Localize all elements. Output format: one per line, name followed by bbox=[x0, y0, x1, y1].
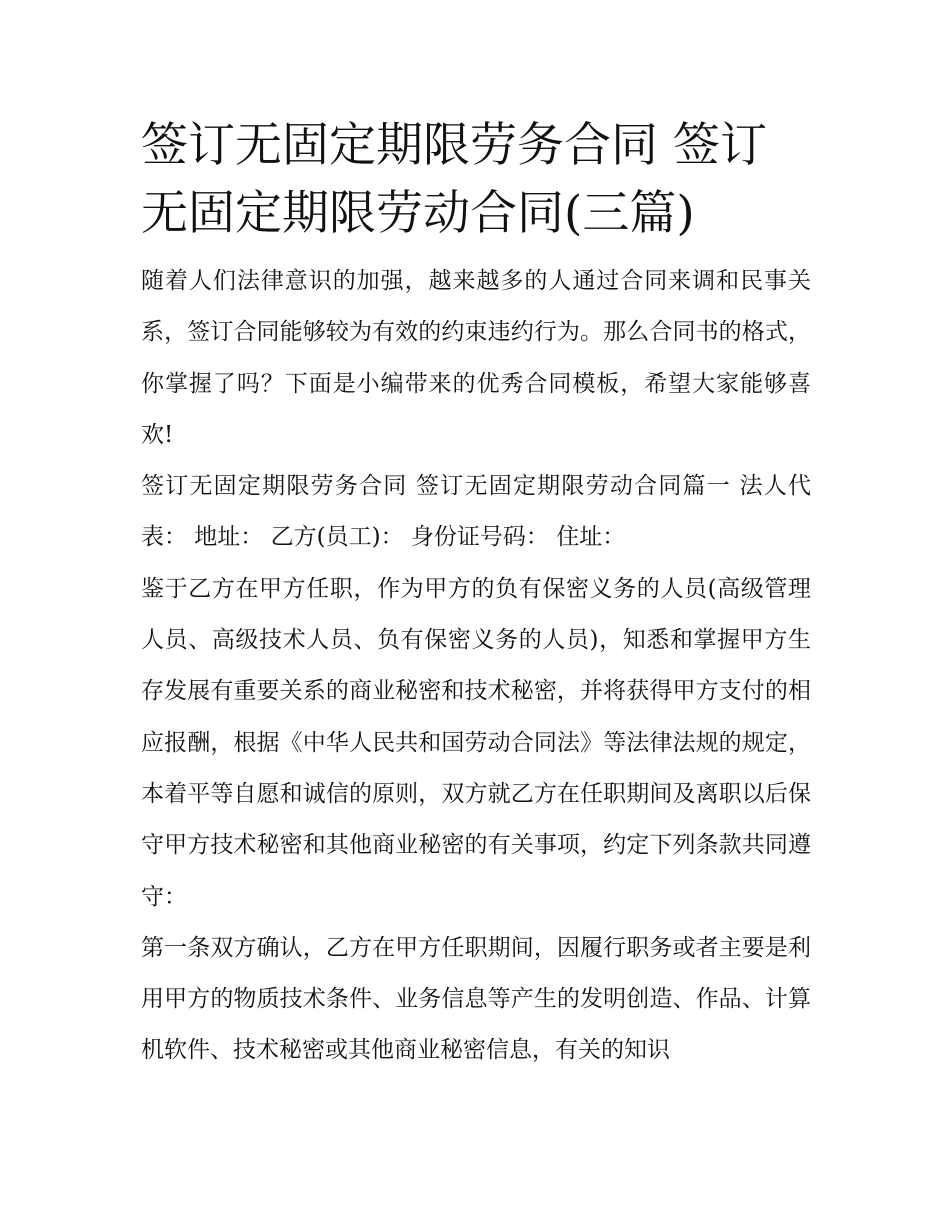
preamble-paragraph: 鉴于乙方在甲方任职，作为甲方的负有保密义务的人员(高级管理人员、高级技术人员、负有保密义务的人员)，知悉和掌握甲方生存发展有重要关系的商业秘密和技术秘密，并将获得甲方支付的相应报酬，根据《中华人民共和国劳动合同法》等法律法规的规定，本着平等自愿和诚信的原则，双方就乙方在任职期间及离职以后保守甲方技术秘密和其他商业秘密的有关事项，约定下列条款共同遵守： bbox=[141, 575, 811, 910]
document-body bbox=[141, 112, 811, 1077]
contract-parties-paragraph: 签订无固定期限劳务合同 签订无固定期限劳动合同篇一 法人代表： 地址： 乙方(员工)： 身份证号码： 住址： bbox=[141, 473, 811, 551]
intro-paragraph: 随着人们法律意识的加强，越来越多的人通过合同来调和民事关系，签订合同能够较为有效的约束违约行为。那么合同书的格式，你掌握了吗？下面是小编带来的优秀合同模板，希望大家能够喜欢! bbox=[141, 268, 811, 448]
article-one-paragraph: 第一条双方确认，乙方在甲方任职期间，因履行职务或者主要是利用甲方的物质技术条件、业务信息等产生的发明创造、作品、计算机软件、技术秘密或其他商业秘密信息，有关的知识 bbox=[141, 934, 811, 1064]
title-block bbox=[141, 112, 811, 248]
document-title: 签订无固定期限劳务合同 签订无固定期限劳动合同(三篇) bbox=[141, 118, 767, 241]
